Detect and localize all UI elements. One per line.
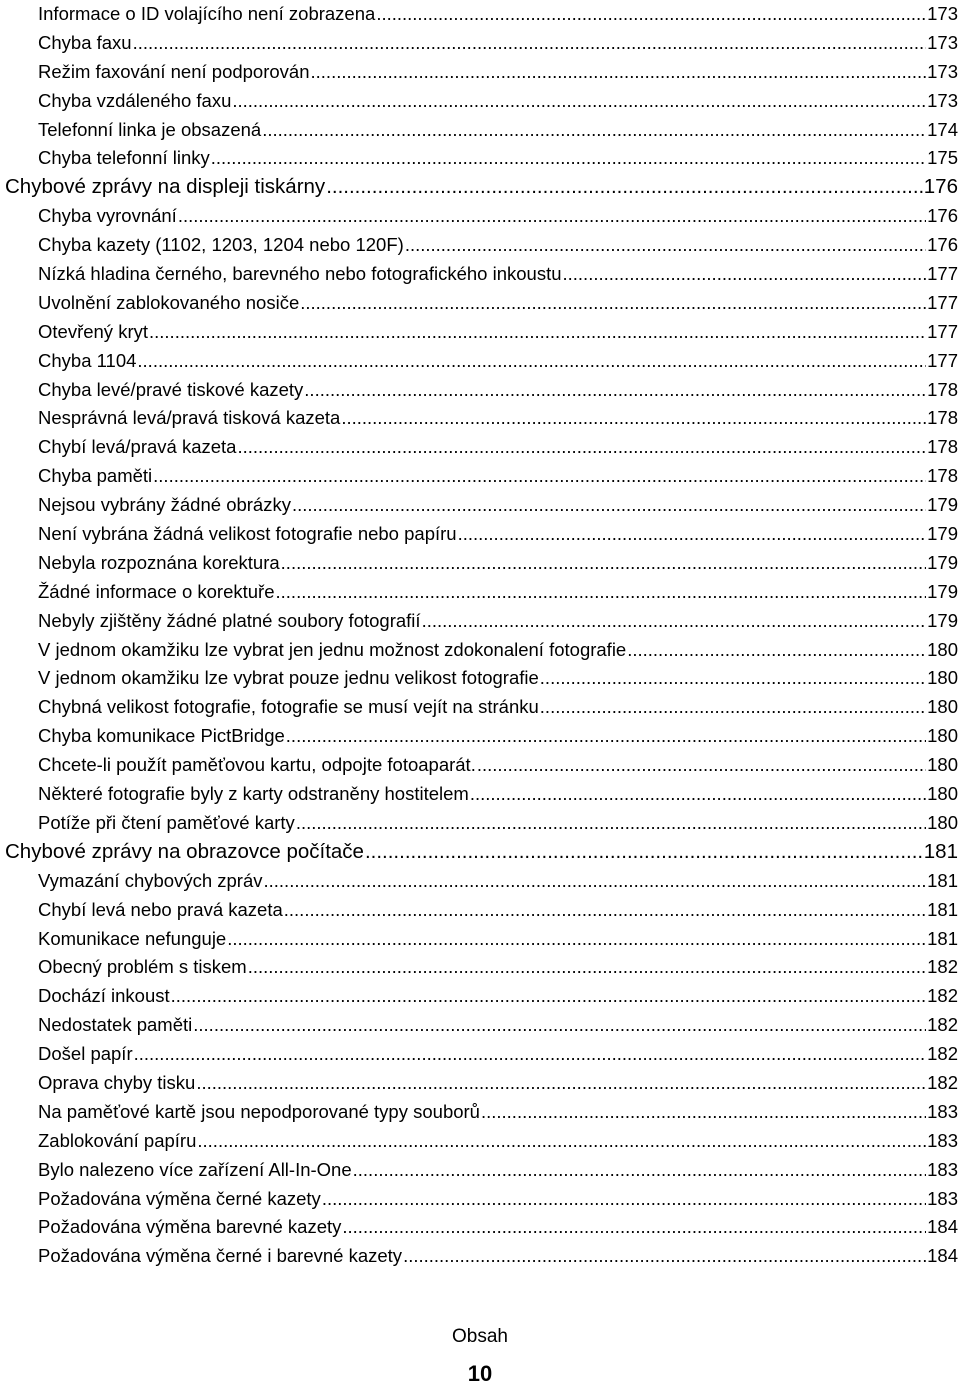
toc-entry-page: 184 — [927, 1245, 958, 1267]
toc-entry-page: 184 — [927, 1216, 958, 1238]
toc-entry-page: 176 — [927, 205, 958, 227]
toc-entry-title: Chyba faxu — [38, 31, 132, 53]
toc-entry[interactable] — [0, 87, 960, 116]
toc-entry[interactable] — [0, 58, 960, 87]
toc-entry-title: Nebyla rozpoznána korektura — [38, 551, 280, 573]
toc-entry-title: Došel papír — [38, 1043, 133, 1065]
toc-entry-title: Otevřený kryt — [38, 320, 148, 342]
toc-section-entry[interactable] — [0, 173, 960, 202]
toc-dot-leader — [540, 693, 926, 722]
toc-entry-page: 174 — [927, 118, 958, 140]
toc-dot-leader — [342, 1213, 926, 1242]
toc-dot-leader — [171, 982, 927, 1011]
toc-entry-page: 179 — [927, 580, 958, 602]
toc-entry-title: Informace o ID volajícího není zobrazena — [38, 3, 376, 24]
toc-entry-page: 183 — [927, 1100, 958, 1122]
toc-entry-page: 180 — [927, 783, 958, 805]
toc-section-entry[interactable] — [0, 838, 960, 867]
toc-entry-page: 179 — [927, 523, 958, 545]
toc-entry[interactable] — [0, 578, 960, 607]
toc-entry-page: 173 — [927, 31, 958, 53]
toc-entry[interactable] — [0, 809, 960, 838]
toc-entry-page: 183 — [927, 1158, 958, 1180]
toc-entry-title: Nebyly zjištěny žádné platné soubory fotografií — [38, 609, 421, 631]
toc-dot-leader — [286, 722, 926, 751]
toc-entry-title: Požadována výměna černé kazety — [38, 1187, 321, 1209]
toc-dot-leader — [365, 838, 923, 867]
toc-entry-page: 180 — [927, 754, 958, 776]
toc-dot-leader — [341, 404, 926, 433]
toc-dot-leader — [264, 867, 927, 896]
toc-entry-title: Nízká hladina černého, barevného nebo fotografického inkoustu — [38, 263, 562, 285]
toc-dot-leader — [292, 491, 926, 520]
toc-entry-title: Některé fotografie byly z karty odstraněny hostitelem — [38, 783, 469, 805]
toc-entry[interactable] — [0, 664, 960, 693]
toc-entry[interactable] — [0, 1098, 960, 1127]
toc-dot-leader — [322, 1185, 926, 1214]
toc-entry-page: 173 — [927, 89, 958, 111]
toc-dot-leader — [232, 87, 926, 116]
toc-entry-title: Bylo nalezeno více zařízení All-In-One — [38, 1158, 352, 1180]
toc-entry-page: 173 — [927, 60, 958, 82]
toc-entry[interactable] — [0, 953, 960, 982]
toc-entry-page: 182 — [927, 956, 958, 978]
toc-entry[interactable] — [0, 722, 960, 751]
toc-entry-page: 181 — [927, 898, 958, 920]
toc-dot-leader — [311, 58, 927, 87]
toc-entry[interactable] — [0, 1213, 960, 1242]
toc-entry[interactable] — [0, 896, 960, 925]
toc-entry-title: Chyba telefonní linky — [38, 147, 210, 169]
footer-page-number: 10 — [467, 1361, 493, 1386]
toc-entry-page: 182 — [927, 1014, 958, 1036]
toc-entry-page: 177 — [927, 291, 958, 313]
toc-dot-leader — [422, 607, 927, 636]
toc-entry-page: 178 — [927, 436, 958, 458]
toc-dot-leader — [353, 1156, 926, 1185]
toc-entry-title: Požadována výměna barevné kazety — [38, 1216, 342, 1238]
toc-dot-leader — [326, 173, 923, 202]
toc-entry-page: 178 — [927, 378, 958, 400]
toc-entry-title: V jednom okamžiku lze vybrat jen jednu možnost zdokonalení fotografie — [38, 638, 627, 660]
toc-entry-page: 180 — [927, 811, 958, 833]
toc-dot-leader — [248, 953, 926, 982]
toc-entry[interactable] — [0, 433, 960, 462]
toc-entry-title: Uvolnění zablokovaného nosiče — [38, 291, 300, 313]
toc-dot-leader — [133, 29, 927, 58]
toc-entry-title: Na paměťové kartě jsou nepodporované typy souborů — [38, 1100, 480, 1122]
footer-section-label: Obsah — [452, 1326, 508, 1347]
toc-dot-leader — [276, 578, 927, 607]
toc-entry-page: 181 — [923, 839, 958, 863]
toc-entry-page: 177 — [927, 263, 958, 285]
toc-entry[interactable] — [0, 29, 960, 58]
toc-dot-leader — [281, 549, 926, 578]
toc-entry-page: 181 — [927, 869, 958, 891]
toc-dot-leader — [134, 1040, 927, 1069]
toc-entry[interactable] — [0, 1011, 960, 1040]
toc-entry-page: 175 — [927, 147, 958, 169]
toc-entry[interactable] — [0, 144, 960, 173]
toc-dot-leader — [403, 1242, 926, 1271]
toc-entry-title: Nesprávná levá/pravá tisková kazeta — [38, 407, 341, 429]
toc-entry[interactable] — [0, 1185, 960, 1214]
toc-entry-title: Chybové zprávy na obrazovce počítače — [5, 839, 364, 863]
toc-dot-leader — [458, 520, 927, 549]
toc-entry-title: Chyba paměti — [38, 465, 153, 487]
toc-entry-page: 180 — [927, 638, 958, 660]
toc-entry[interactable] — [0, 462, 960, 491]
toc-entry-title: Dochází inkoust — [38, 985, 170, 1007]
toc-entry-page: 180 — [927, 696, 958, 718]
toc-entry[interactable] — [0, 376, 960, 405]
toc-entry[interactable] — [0, 982, 960, 1011]
toc-entry-title: Potíže při čtení paměťové karty — [38, 811, 295, 833]
toc-entry-title: Chyba levé/pravé tiskové kazety — [38, 378, 304, 400]
toc-entry-page: 176 — [923, 175, 958, 199]
toc-dot-leader — [137, 347, 926, 376]
toc-entry-page: 181 — [927, 927, 958, 949]
toc-entry-page: 183 — [927, 1187, 958, 1209]
toc-entry-title: Chyba vyrovnání — [38, 205, 177, 227]
toc-entry[interactable] — [0, 231, 960, 260]
toc-entry-title: Požadována výměna černé i barevné kazety — [38, 1245, 403, 1267]
toc-entry[interactable] — [0, 318, 960, 347]
toc-entry[interactable] — [0, 347, 960, 376]
toc-entry-title: Režim faxování není podporován — [38, 60, 310, 82]
toc-entry-page: 179 — [927, 551, 958, 573]
toc-dot-leader — [178, 202, 926, 231]
toc-entry-page: 177 — [927, 349, 958, 371]
toc-entry-title: Chyba 1104 — [38, 349, 137, 371]
toc-entry-title: Chybové zprávy na displeji tiskárny — [5, 175, 326, 199]
toc-entry-title: Nedostatek paměti — [38, 1014, 193, 1036]
toc-entry[interactable] — [0, 751, 960, 780]
toc-entry[interactable] — [0, 780, 960, 809]
toc-entry-title: Chyba vzdáleného faxu — [38, 89, 232, 111]
toc-entry[interactable] — [0, 0, 960, 29]
toc-entry[interactable] — [0, 1242, 960, 1271]
toc-dot-leader — [481, 1098, 926, 1127]
toc-entry[interactable] — [0, 1127, 960, 1156]
toc-entry-page: 179 — [927, 494, 958, 516]
toc-dot-leader — [262, 116, 926, 145]
toc-entry-page: 173 — [927, 3, 958, 24]
toc-entry[interactable] — [0, 1156, 960, 1185]
toc-entry-page: 182 — [927, 1071, 958, 1093]
toc-entry[interactable] — [0, 520, 960, 549]
toc-entry[interactable] — [0, 636, 960, 665]
toc-entry[interactable] — [0, 1069, 960, 1098]
toc-entry[interactable] — [0, 202, 960, 231]
toc-entry-title: Není vybrána žádná velikost fotografie nebo papíru — [38, 523, 457, 545]
toc-dot-leader — [211, 144, 926, 173]
toc-entry-title: Chcete-li použít paměťovou kartu, odpojte fotoaparát. — [38, 754, 476, 776]
toc-dot-leader — [304, 376, 926, 405]
toc-entry[interactable] — [0, 116, 960, 145]
toc-entry[interactable] — [0, 289, 960, 318]
toc-entry[interactable] — [0, 260, 960, 289]
toc-entry[interactable] — [0, 867, 960, 896]
toc-entry-title: Chybí levá nebo pravá kazeta — [38, 898, 283, 920]
toc-entry[interactable] — [0, 925, 960, 954]
toc-dot-leader — [227, 925, 926, 954]
toc-entry-page: 177 — [927, 320, 958, 342]
toc-dot-leader — [540, 664, 926, 693]
toc-dot-leader — [237, 433, 926, 462]
toc-dot-leader — [300, 289, 926, 318]
toc-entry-title: Chybná velikost fotografie, fotografie se musí vejít na stránku — [38, 696, 539, 718]
toc-entry-page: 182 — [927, 1043, 958, 1065]
toc-entry[interactable] — [0, 1040, 960, 1069]
toc-entry-title: Nejsou vybrány žádné obrázky — [38, 494, 291, 516]
toc-dot-leader — [153, 462, 926, 491]
toc-entry-page: 176 — [927, 234, 958, 256]
toc-entry-title: Chyba kazety (1102, 1203, 1204 nebo 120F) — [38, 234, 404, 256]
toc-entry[interactable] — [0, 693, 960, 722]
toc-entry-page: 178 — [927, 465, 958, 487]
toc-dot-leader — [197, 1127, 926, 1156]
toc-dot-leader — [149, 318, 926, 347]
toc-entry-title: Chybí levá/pravá kazeta — [38, 436, 237, 458]
toc-entry-title: Zablokování papíru — [38, 1129, 197, 1151]
toc-dot-leader — [563, 260, 927, 289]
toc-entry-title: V jednom okamžiku lze vybrat pouze jednu velikost fotografie — [38, 667, 539, 689]
toc-entry-page: 182 — [927, 985, 958, 1007]
toc-entry-page: 180 — [927, 667, 958, 689]
toc-dot-leader — [193, 1011, 926, 1040]
toc-dot-leader — [627, 636, 926, 665]
toc-entry-title: Žádné informace o korektuře — [38, 580, 275, 602]
toc-entry-title: Chyba komunikace PictBridge — [38, 725, 285, 747]
toc-entry-title: Telefonní linka je obsazená — [38, 118, 262, 140]
toc-entry-page: 183 — [927, 1129, 958, 1151]
toc-entry-page: 178 — [927, 407, 958, 429]
toc-entry[interactable] — [0, 607, 960, 636]
toc-entry-page: 180 — [927, 725, 958, 747]
toc-dot-leader — [196, 1069, 926, 1098]
toc-dot-leader — [405, 231, 926, 260]
toc-entry-title: Vymazání chybových zpráv — [38, 869, 263, 891]
toc-dot-leader — [470, 780, 926, 809]
toc-entry-title: Oprava chyby tisku — [38, 1071, 196, 1093]
toc-entry[interactable] — [0, 491, 960, 520]
toc-dot-leader — [477, 751, 926, 780]
toc-dot-leader — [296, 809, 926, 838]
toc-dot-leader — [376, 0, 926, 29]
toc-entry-title: Komunikace nefunguje — [38, 927, 227, 949]
toc-entry-title: Obecný problém s tiskem — [38, 956, 247, 978]
toc-entry[interactable] — [0, 404, 960, 433]
toc-dot-leader — [284, 896, 926, 925]
toc-entry-page: 179 — [927, 609, 958, 631]
toc-entry[interactable] — [0, 549, 960, 578]
